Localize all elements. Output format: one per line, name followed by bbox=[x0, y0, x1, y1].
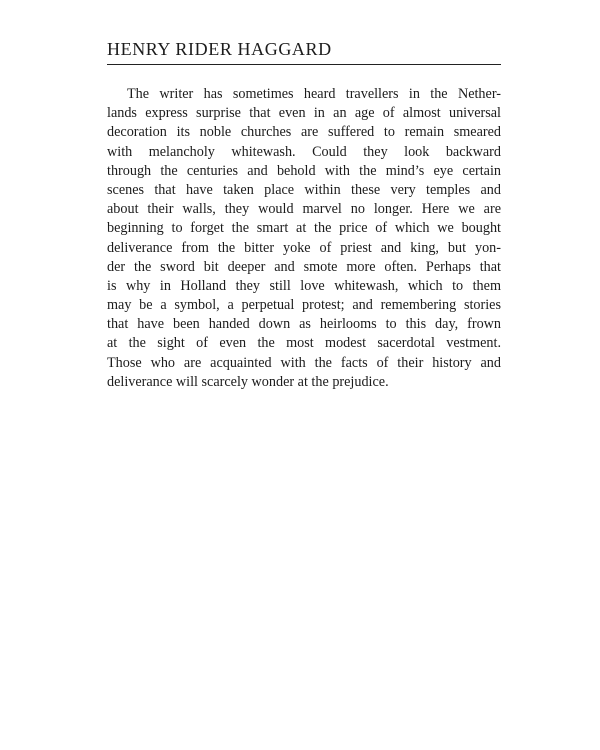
paragraph-line: lands express surprise that even in an age of almost universal bbox=[107, 105, 501, 122]
paragraph-line: deliverance from the bitter yoke of priest and king, but yon- bbox=[107, 239, 501, 256]
paragraph-line: der the sword bit deeper and smote more often. Perhaps that bbox=[107, 258, 501, 275]
header-rule bbox=[107, 64, 501, 65]
paragraph-line: The writer has sometimes heard travellers in the Nether- bbox=[127, 86, 501, 102]
paragraph-line: scenes that have taken place within these very temples and bbox=[107, 181, 501, 198]
paragraph-line: with melancholy whitewash. Could they look backward bbox=[107, 143, 501, 160]
body-paragraph bbox=[107, 85, 501, 392]
paragraph-line: through the centuries and behold with the mind’s eye certain bbox=[107, 162, 501, 179]
paragraph-line: beginning to forget the smart at the price of which we bought bbox=[107, 220, 501, 237]
paragraph-line: that have been handed down as heirlooms to this day, frown bbox=[107, 316, 501, 333]
paragraph-line: decoration its noble churches are suffered to remain smeared bbox=[107, 124, 501, 141]
paragraph-line: is why in Holland they still love whitewash, which to them bbox=[107, 277, 501, 294]
running-head-author: HENRY RIDER HAGGARD bbox=[107, 39, 332, 59]
paragraph-line: Those who are acquainted with the facts of their history and bbox=[107, 354, 501, 371]
paragraph-line: about their walls, they would marvel no longer. Here we are bbox=[107, 201, 501, 218]
paragraph-line-last: deliverance will scarcely wonder at the prejudice. bbox=[107, 373, 389, 390]
paragraph-line: at the sight of even the most modest sacerdotal vestment. bbox=[107, 335, 501, 352]
paragraph-line: may be a symbol, a perpetual protest; and remembering stories bbox=[107, 297, 501, 314]
